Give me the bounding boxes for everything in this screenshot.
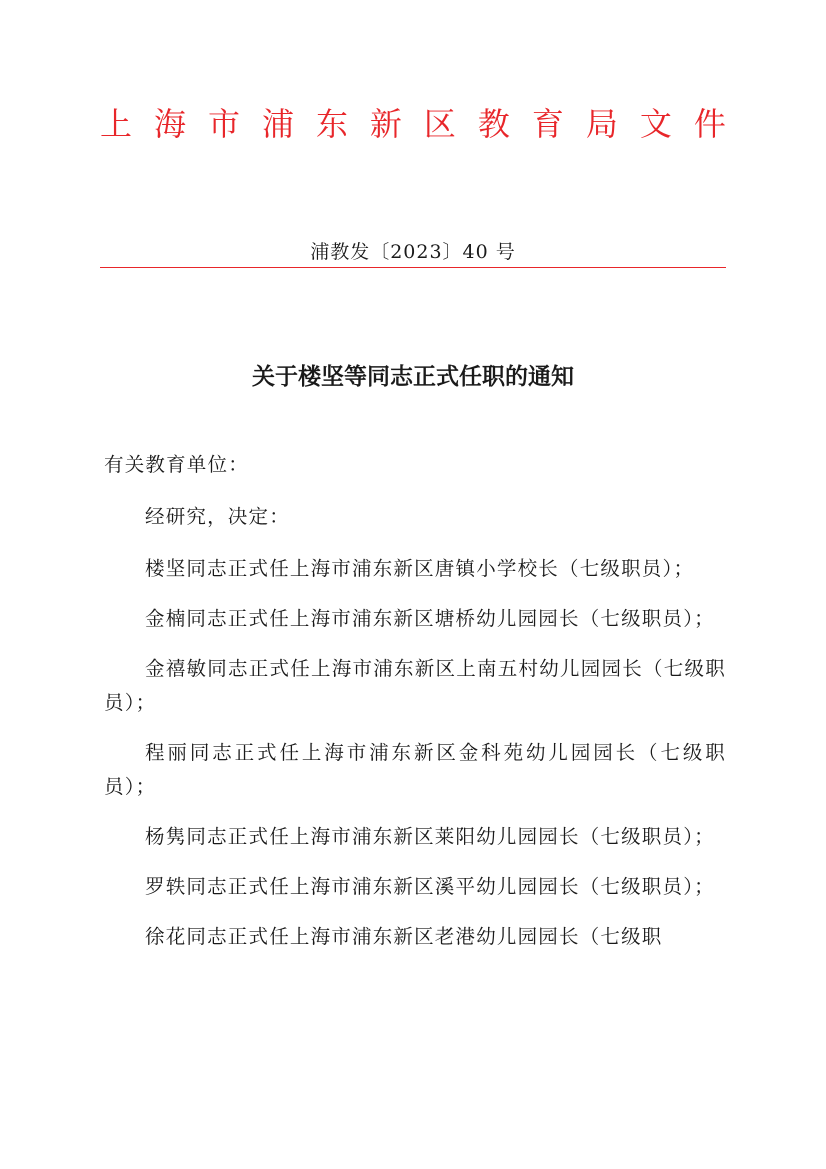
salutation: 有关教育单位： — [104, 453, 249, 476]
header-char: 件 — [693, 105, 726, 143]
red-divider-line — [100, 267, 726, 268]
header-char: 海 — [153, 105, 186, 143]
header-char: 浦 — [261, 105, 294, 143]
appointment-item: 徐花同志正式任上海市浦东新区老港幼儿园园长（七级职 — [145, 925, 663, 948]
intro-paragraph: 经研究，决定： — [145, 505, 290, 528]
appointment-item: 罗轶同志正式任上海市浦东新区溪平幼儿园园长（七级职员）； — [145, 875, 715, 898]
appointment-item: 金禧敏同志正式任上海市浦东新区上南五村幼儿园园长（七级职员）； — [104, 657, 726, 714]
header-char: 市 — [207, 105, 240, 143]
appointment-item: 杨隽同志正式任上海市浦东新区莱阳幼儿园园长（七级职员）； — [145, 825, 715, 848]
appointment-item: 程丽同志正式任上海市浦东新区金科苑幼儿园园长（七级职员）； — [104, 741, 726, 798]
header-char: 局 — [585, 105, 618, 143]
header-char: 上 — [100, 105, 133, 143]
header-char: 区 — [423, 105, 456, 143]
appointment-item: 金楠同志正式任上海市浦东新区塘桥幼儿园园长（七级职员）； — [145, 607, 715, 630]
header-char: 教 — [477, 105, 510, 143]
header-char: 育 — [531, 105, 564, 143]
document-number: 浦教发〔2023〕40 号 — [310, 241, 516, 263]
header-char: 东 — [315, 105, 348, 143]
header-char: 文 — [639, 105, 672, 143]
notice-title: 关于楼坚等同志正式任职的通知 — [252, 363, 574, 390]
appointment-item: 楼坚同志正式任上海市浦东新区唐镇小学校长（七级职员）； — [145, 557, 695, 580]
document-body — [104, 448, 726, 970]
header-char: 新 — [369, 105, 402, 143]
document-header-title — [100, 100, 726, 148]
